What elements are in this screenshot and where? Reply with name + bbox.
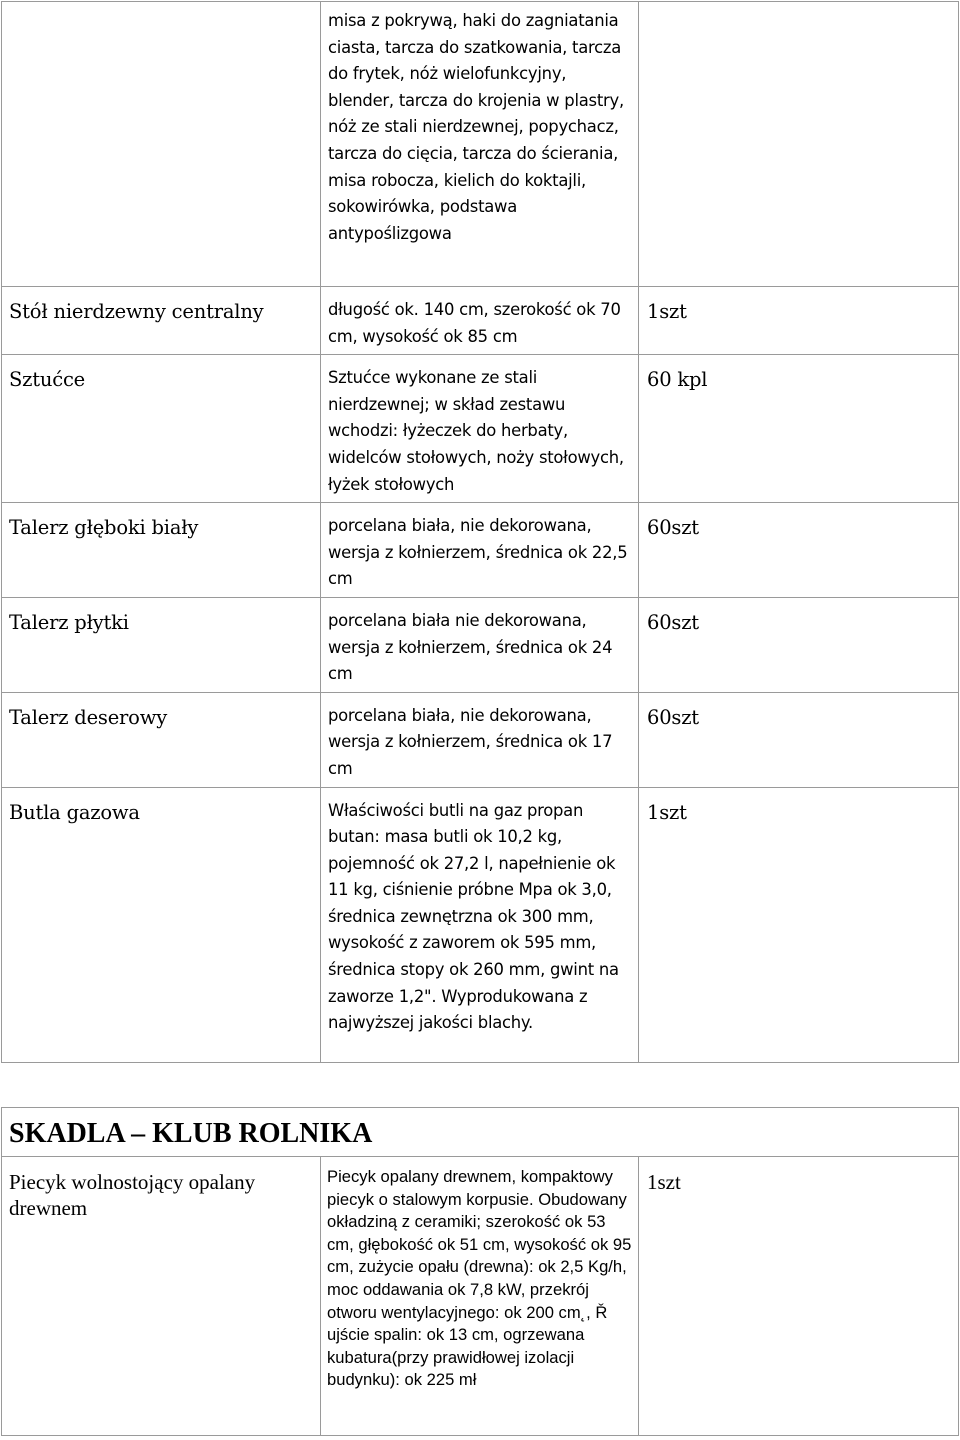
item-description: Sztućce wykonane ze stali nierdzewnej; w skład zestawu wchodzi: łyżeczek do herbaty, widelców stołowych, noży stołowych, łyżek stołowych — [321, 355, 639, 503]
item-quantity: 60 kpl — [639, 355, 959, 503]
item-name — [2, 2, 321, 287]
klub-rolnika-table — [1, 1107, 959, 1436]
item-description: misa z pokrywą, haki do zagniatania ciasta, tarcza do szatkowania, tarcza do frytek, nóż wielofunkcyjny, blender, tarcza do krojenia w plastry, nóż ze stali nierdzewnej, popychacz, tarcza do cięcia, tarcza do ścierania, misa robocza, kielich do koktajli, sokowirówka, podstawa antypoślizgowa — [321, 2, 639, 287]
table-row — [2, 787, 959, 1062]
table-row — [2, 355, 959, 503]
item-quantity — [639, 2, 959, 287]
item-quantity: 60szt — [639, 692, 959, 787]
item-description: Właściwości butli na gaz propan butan: masa butli ok 10,2 kg, pojemność ok 27,2 l, napełnienie ok 11 kg, ciśnienie próbne Mpa ok 3,0, średnica zewnętrzna ok 300 mm, wysokość z zaworem ok 595 mm, średnica stopy ok 260 mm, gwint na zaworze 1,2". Wyprodukowana z najwyższej jakości blachy. — [321, 787, 639, 1062]
item-description: Piecyk opalany drewnem, kompaktowy piecyk o stalowym korpusie. Obudowany okładziną z ceramiki; szerokość ok 53 cm, głębokość ok 51 cm, wysokość ok 95 cm, zużycie opału (drewna): ok 2,5 Kg/h, moc oddawania ok 7,8 kW, przekrój otworu wentylacyjnego: ok 200 cm˛, Ř ujście spalin: ok 13 cm, ogrzewana kubatura(przy prawidłowej izolacji budynku): ok 225 mł — [321, 1157, 639, 1436]
table-row — [2, 2, 959, 287]
item-description: porcelana biała nie dekorowana, wersja z kołnierzem, średnica ok 24 cm — [321, 597, 639, 692]
item-quantity: 1szt — [639, 1157, 959, 1436]
table-row — [2, 692, 959, 787]
table-row — [2, 1157, 959, 1436]
item-quantity: 60szt — [639, 503, 959, 598]
item-name: Sztućce — [2, 355, 321, 503]
table-row — [2, 597, 959, 692]
item-name: Piecyk wolnostojący opalany drewnem — [2, 1157, 321, 1436]
section-header-row — [2, 1108, 959, 1157]
item-description: porcelana biała, nie dekorowana, wersja z kołnierzem, średnica ok 22,5 cm — [321, 503, 639, 598]
item-name: Talerz deserowy — [2, 692, 321, 787]
table-row — [2, 503, 959, 598]
item-description: porcelana biała, nie dekorowana, wersja z kołnierzem, średnica ok 17 cm — [321, 692, 639, 787]
item-name: Talerz głęboki biały — [2, 503, 321, 598]
item-name: Stół nierdzewny centralny — [2, 287, 321, 355]
table-row — [2, 287, 959, 355]
item-name: Butla gazowa — [2, 787, 321, 1062]
item-quantity: 1szt — [639, 287, 959, 355]
equipment-table — [1, 1, 959, 1063]
item-description: długość ok. 140 cm, szerokość ok 70 cm, wysokość ok 85 cm — [321, 287, 639, 355]
item-quantity: 60szt — [639, 597, 959, 692]
item-quantity: 1szt — [639, 787, 959, 1062]
item-name: Talerz płytki — [2, 597, 321, 692]
section-title: SKADLA – KLUB ROLNIKA — [2, 1108, 959, 1157]
